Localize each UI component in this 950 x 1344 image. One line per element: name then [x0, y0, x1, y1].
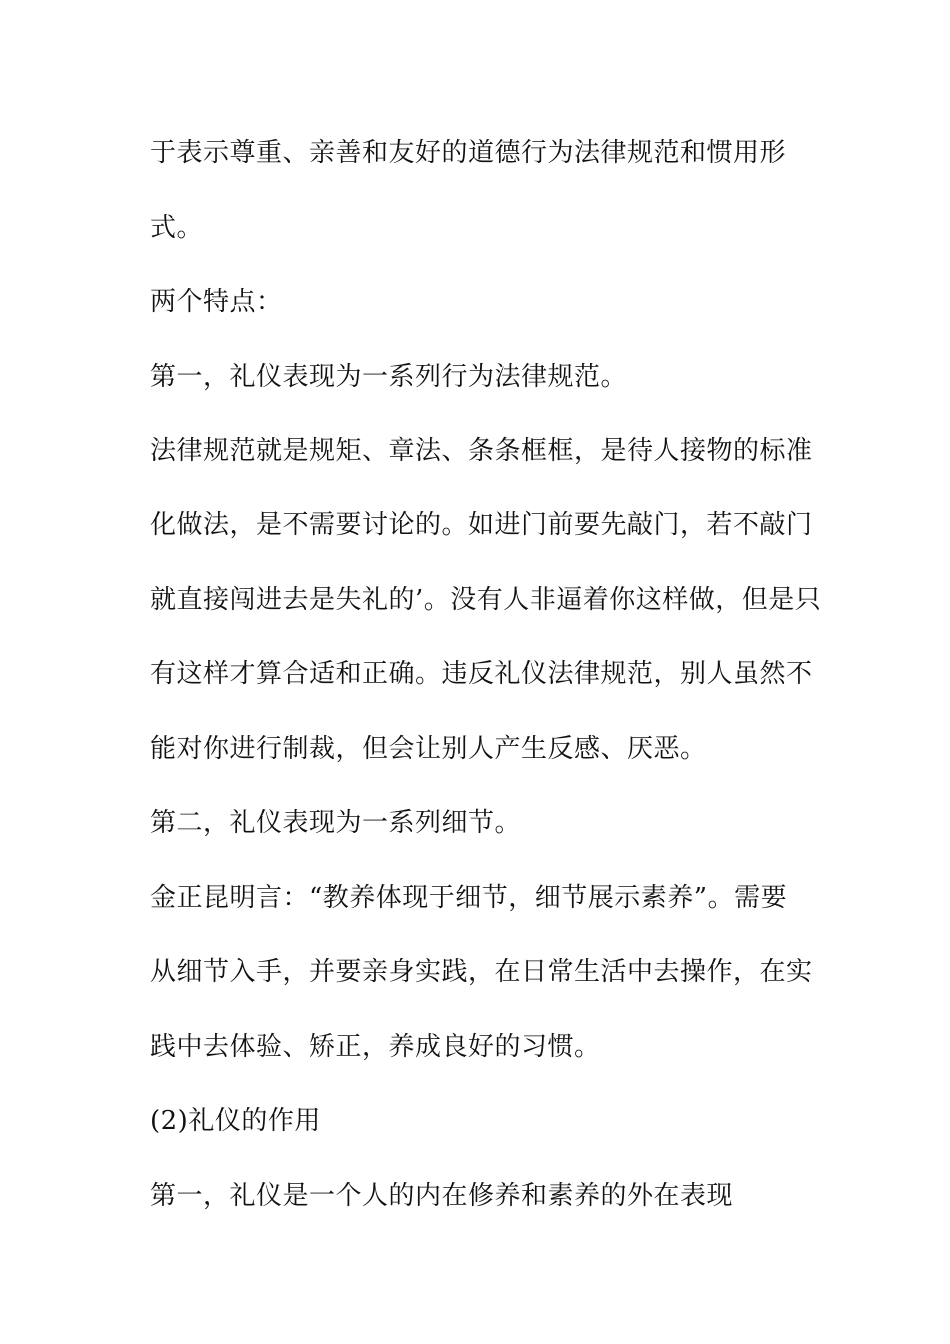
text-line: 于表示尊重、亲善和友好的道德行为法律规范和惯用形: [150, 138, 787, 168]
point-heading: 第一，礼仪是一个人的内在修养和素养的外在表现: [150, 1181, 734, 1211]
text-line: 式。: [150, 213, 204, 243]
text-line: 践中去体验、矫正，养成良好的习惯。: [150, 1032, 601, 1062]
text-line: 有这样才算合适和正确。违反礼仪法律规范，别人虽然不: [150, 659, 813, 689]
point-heading: 第二，礼仪表现为一系列细节。: [150, 808, 522, 838]
text-line: 从细节入手，并要亲身实践，在日常生活中去操作，在实: [150, 957, 813, 987]
text-line: 法律规范就是规矩、章法、条条框框，是待人接物的标准: [150, 436, 813, 466]
text-line: 能对你进行制裁，但会让别人产生反感、厌恶。: [150, 734, 707, 764]
text-line: 就直接闯进去是失礼的’。没有人非逼着你这样做，但是只: [150, 585, 822, 615]
text-line: 金正昆明言：“教养体现于细节，细节展示素养”。需要: [150, 883, 788, 913]
text-line: 化做法，是不需要讨论的。如进门前要先敲门，若不敲门: [150, 510, 813, 540]
section-heading: (2)礼仪的作用: [150, 1106, 321, 1136]
section-heading: 两个特点：: [150, 287, 283, 317]
point-heading: 第一，礼仪表现为一系列行为法律规范。: [150, 362, 628, 392]
